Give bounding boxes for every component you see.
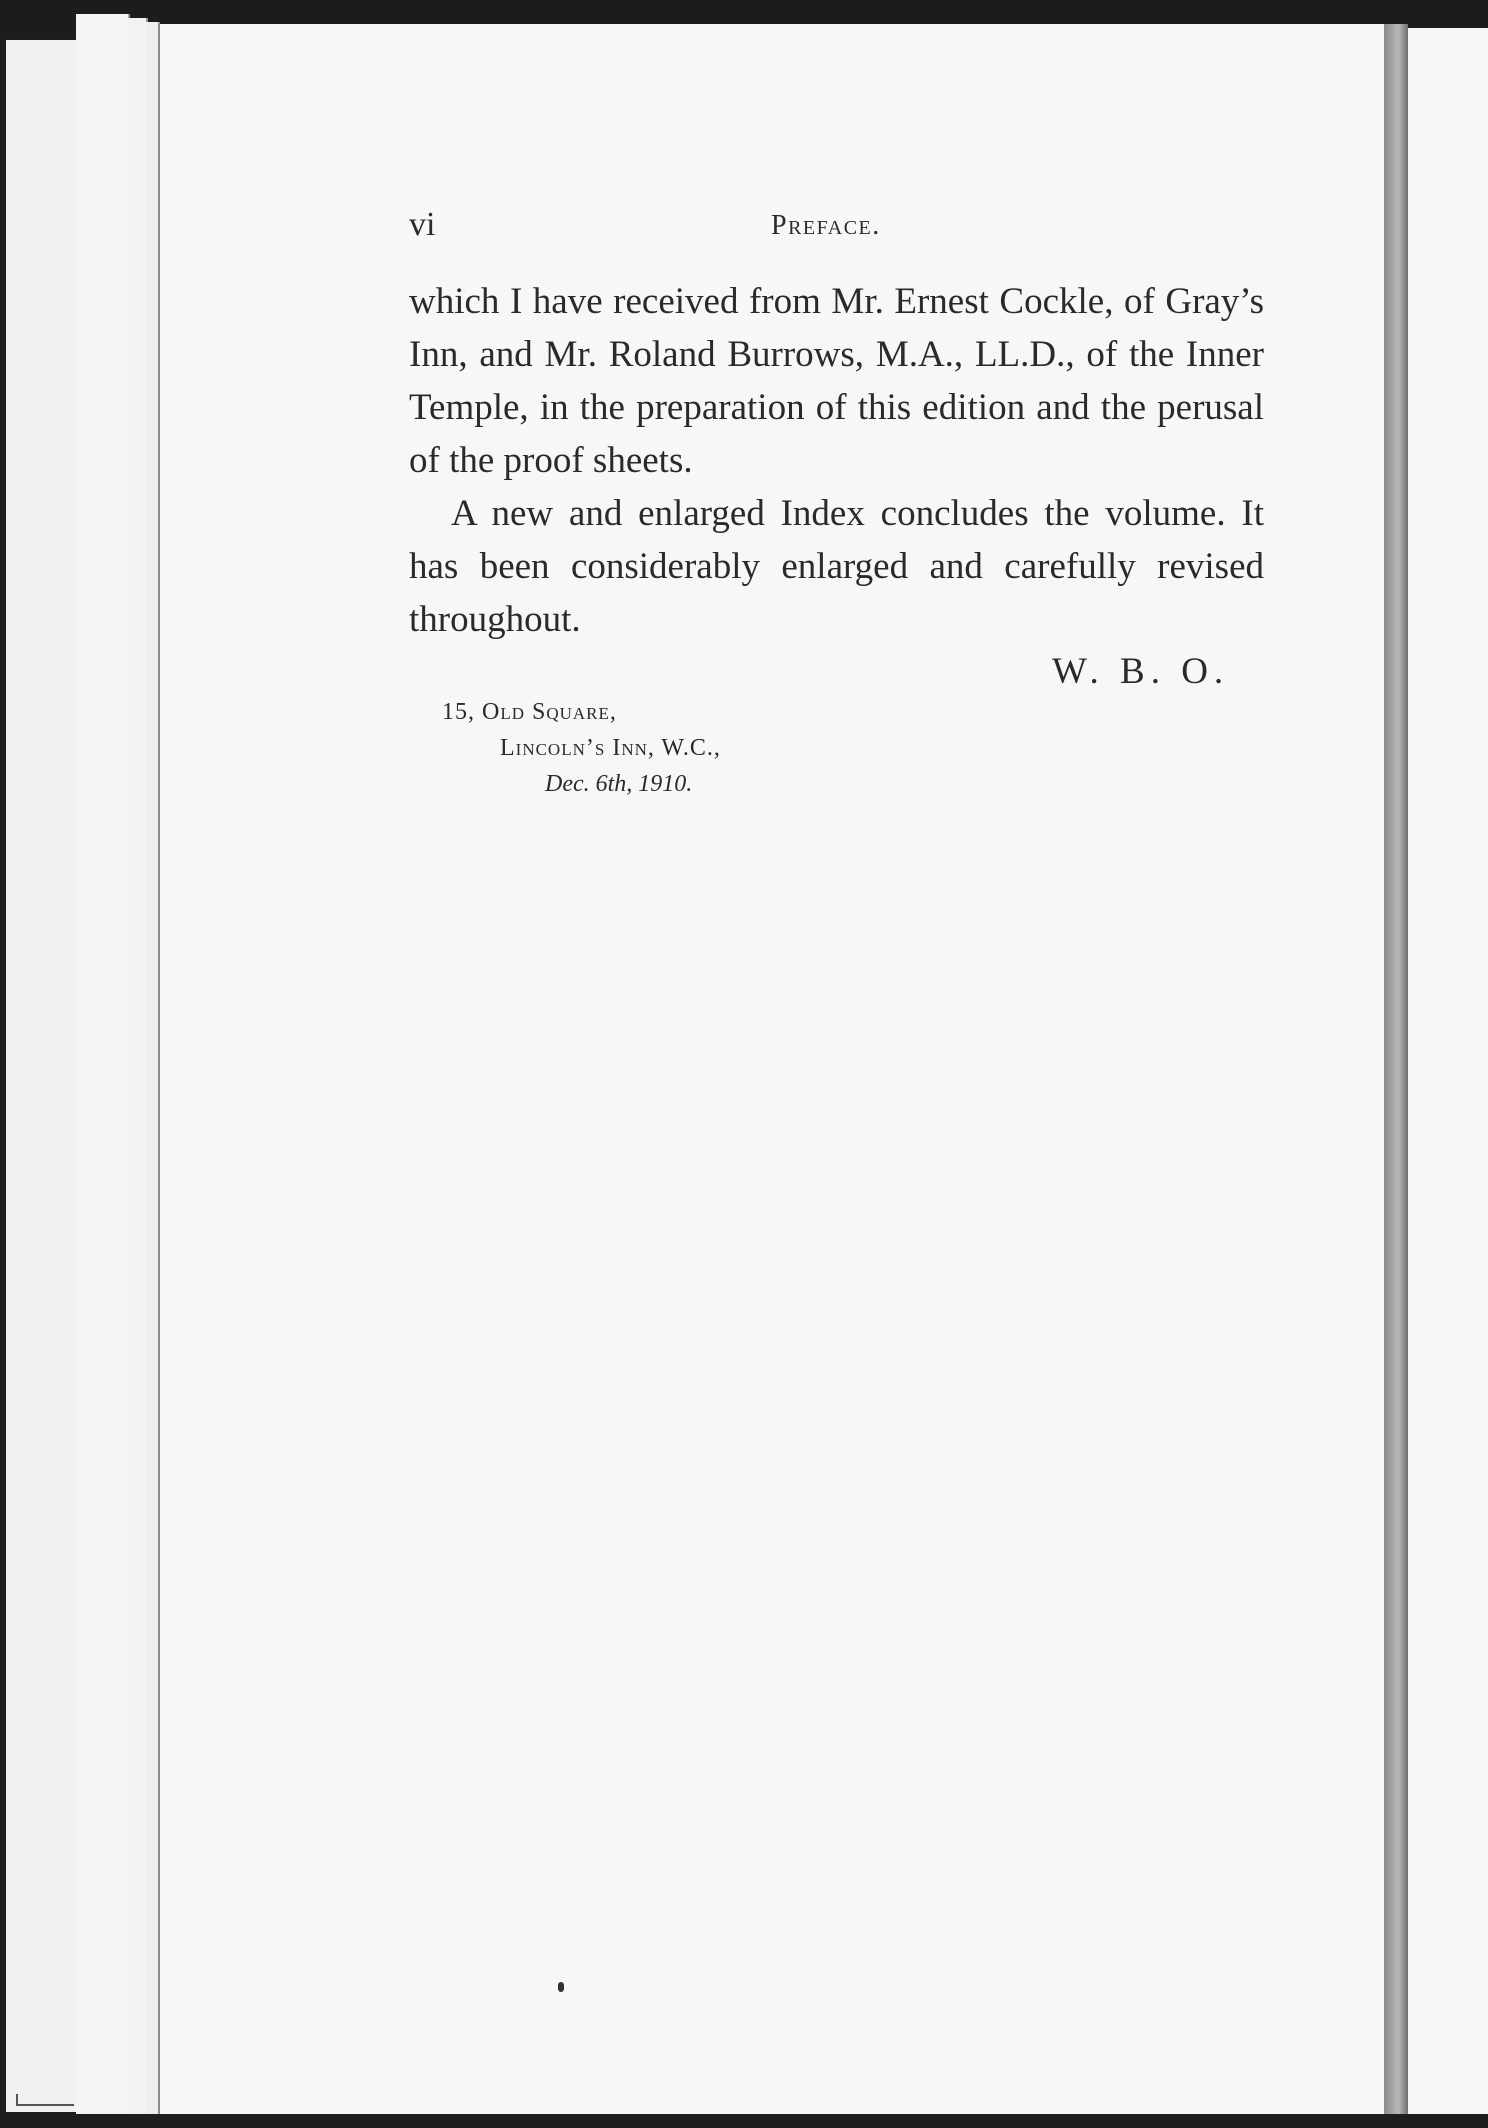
running-head: [409, 206, 1269, 256]
scan-speck: [558, 1982, 564, 1992]
facing-page-edge: [1408, 28, 1488, 2120]
author-initials: W. B. O.: [1052, 651, 1230, 692]
paragraph-index: A new and enlarged Index concludes the volume. It has been considerably enlarged and carefully revised throughout.: [409, 493, 1264, 640]
scan-bottom-border: [0, 2114, 1488, 2128]
address-line: 15, Old Square,: [442, 699, 617, 725]
address-block: [442, 694, 721, 802]
stacked-page-edge: [76, 14, 130, 2114]
stacked-page-edge: [128, 18, 148, 2114]
stacked-page-edge: [6, 40, 78, 2112]
address-date: Dec. 6th, 1910.: [545, 771, 693, 797]
preface-text: [409, 275, 1264, 646]
address-line: Lincoln’s Inn, W.C.,: [500, 735, 721, 761]
page-number: vi: [409, 206, 436, 243]
running-head-title: Preface.: [771, 210, 881, 241]
page-gutter: [1384, 24, 1408, 2116]
paragraph-continuation: which I have received from Mr. Ernest Cockle, of Gray’s Inn, and Mr. Roland Burrows, M.A., LL.D., of the Inner Temple, in the preparation of this edition and the perusal of the proof sheets.: [409, 281, 1264, 481]
